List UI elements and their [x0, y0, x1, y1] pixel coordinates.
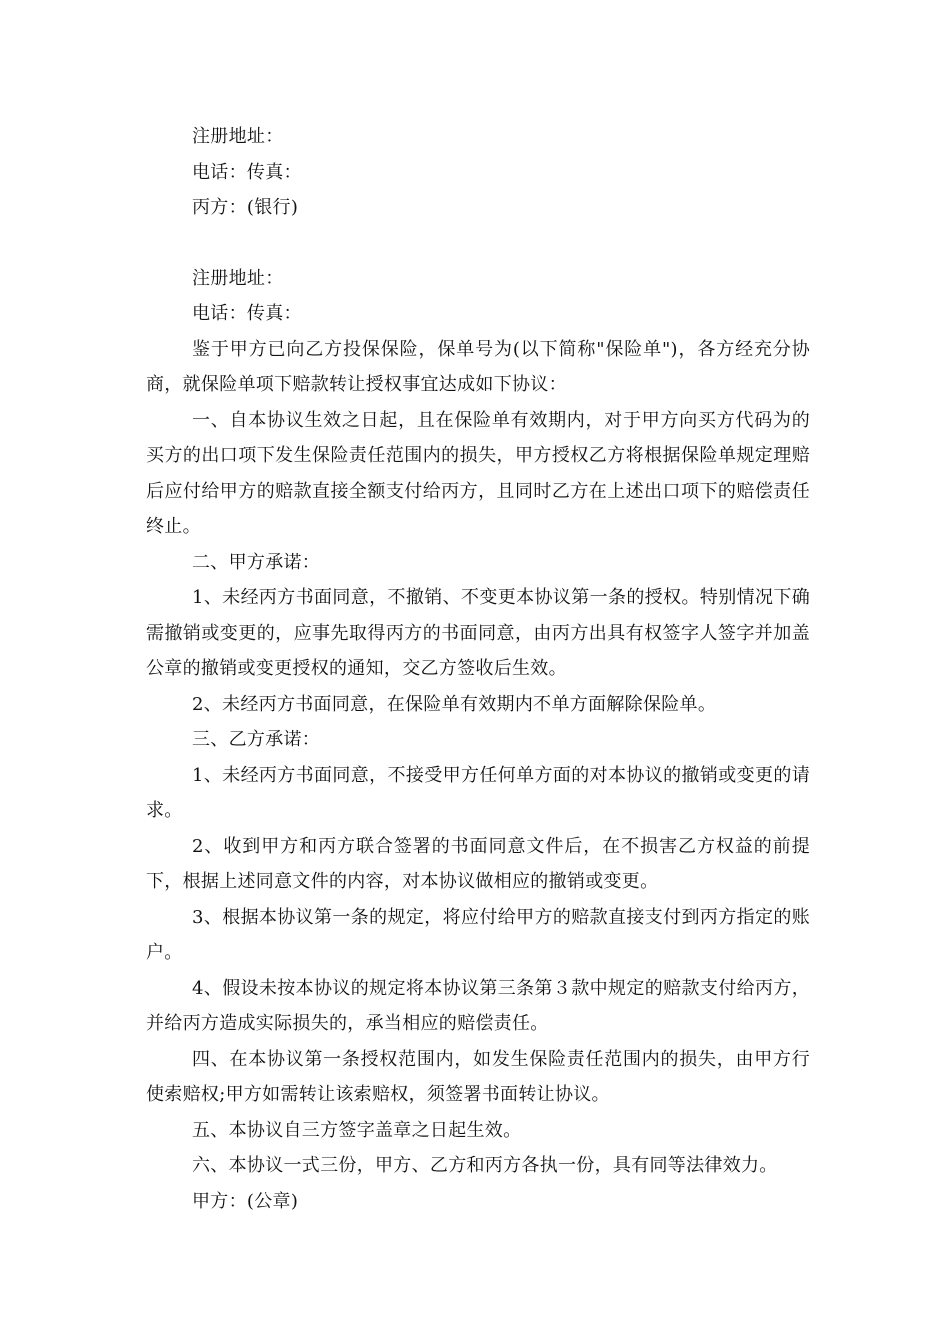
phone-fax-line: 电话：传真： [192, 303, 302, 324]
party-c-line: 丙方：(银行) [192, 197, 299, 218]
preamble-paragraph: 鉴于甲方已向乙方投保保险，保单号为(以下简称"保险单")，各方经充分协商，就保险单项下赔款转让授权事宜达成如下协议： [146, 338, 810, 395]
registered-address-line: 注册地址： [192, 267, 284, 289]
clause-3-heading: 三、乙方承诺： [192, 729, 321, 750]
clause-3-item-4: 4、假设未按本协议的规定将本协议第三条第３款中规定的赔款支付给丙方，并给丙方造成实际损失的，承当相应的赔偿责任。 [146, 977, 810, 1034]
clause-4-paragraph: 四、在本协议第一条授权范围内，如发生保险责任范围内的损失，由甲方行使索赔权;甲方如需转让该索赔权，须签署书面转让协议。 [146, 1048, 810, 1105]
clause-3-item-2: 2、收到甲方和丙方联合签署的书面同意文件后，在不损害乙方权益的前提下，根据上述同意文件的内容，对本协议做相应的撤销或变更。 [146, 835, 810, 892]
clause-1-paragraph: 一、自本协议生效之日起，且在保险单有效期内，对于甲方向买方代码为的买方的出口项下发生保险责任范围内的损失，甲方授权乙方将根据保险单规定理赔后应付给甲方的赔款直接全额支付给丙方，且同时乙方在上述出口项下的赔偿责任终止。 [146, 409, 810, 537]
registered-address-line: 注册地址： [192, 126, 284, 147]
document-body [146, 119, 810, 1219]
blank-line [146, 226, 810, 261]
clause-2-heading: 二、甲方承诺： [192, 551, 321, 573]
clause-2-item-2: 2、未经丙方书面同意，在保险单有效期内不单方面解除保险单。 [192, 693, 717, 715]
clause-6-paragraph: 六、本协议一式三份，甲方、乙方和丙方各执一份，具有同等法律效力。 [192, 1155, 778, 1176]
clause-5-paragraph: 五、本协议自三方签字盖章之日起生效。 [192, 1119, 522, 1141]
party-a-seal-line: 甲方：(公章) [192, 1190, 299, 1212]
phone-fax-line: 电话：传真： [192, 161, 302, 183]
clause-3-item-3: 3、根据本协议第一条的规定，将应付给甲方的赔款直接支付到丙方指定的账户。 [146, 906, 810, 963]
clause-2-item-1: 1、未经丙方书面同意，不撤销、不变更本协议第一条的授权。特别情况下确需撤销或变更的，应事先取得丙方的书面同意，由丙方出具有权签字人签字并加盖公章的撤销或变更授权的通知，交乙方签收后生效。 [146, 587, 810, 679]
clause-3-item-1: 1、未经丙方书面同意，不接受甲方任何单方面的对本协议的撤销或变更的请求。 [146, 764, 810, 821]
